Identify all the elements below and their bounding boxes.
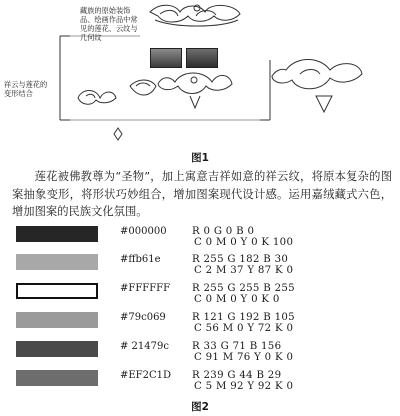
note-top: 藏族的原始装饰品、绘画作品中常见的莲花、云纹与几何纹 xyxy=(80,6,138,42)
swatch-row xyxy=(0,341,400,363)
figure-2-caption: 图2 xyxy=(191,401,209,413)
rgb-values: R 121 G 192 B 105 xyxy=(192,312,295,323)
swatch-row xyxy=(0,226,400,248)
cmyk-values: C 0 M 0 Y 0 K 0 xyxy=(194,294,280,305)
cmyk-values: C 56 M 0 Y 72 K 0 xyxy=(194,323,294,334)
hex-code: #ffb61e xyxy=(120,254,161,265)
hex-code: #EF2C1D xyxy=(120,370,172,381)
photo-ornament-1 xyxy=(150,48,182,68)
hex-code: #FFFFFF xyxy=(120,283,171,294)
color-swatch xyxy=(16,370,98,386)
hex-code: #000000 xyxy=(120,226,167,237)
cmyk-values: C 91 M 76 Y 0 K 0 xyxy=(194,352,294,363)
color-swatch xyxy=(16,341,98,357)
color-swatch xyxy=(16,283,98,299)
rgb-values: R 239 G 44 B 29 xyxy=(192,370,282,381)
right-cloud-motif-icon xyxy=(272,60,362,113)
rgb-values: R 255 G 182 B 30 xyxy=(192,254,289,265)
hex-code: #79c069 xyxy=(120,312,166,323)
color-swatch xyxy=(16,254,98,270)
figure-1-caption: 图1 xyxy=(191,152,209,164)
rgb-values: R 255 G 255 B 255 xyxy=(192,283,295,294)
diamond-icon xyxy=(114,128,122,140)
ornament-diagram xyxy=(0,0,400,158)
swatch-row xyxy=(0,254,400,276)
color-swatch xyxy=(16,312,98,328)
swatch-row xyxy=(0,283,400,305)
swatch-row xyxy=(0,312,400,334)
swatch-row xyxy=(0,370,400,392)
rgb-values: R 33 G 71 B 156 xyxy=(192,341,282,352)
left-cloud-motif-icon xyxy=(78,91,116,105)
body-paragraph: 莲花被佛教尊为“圣物”，加上寓意吉祥如意的祥云纹，将原本复杂的图案抽象变形，将形状巧妙组合，增加图案现代设计感。运用嘉绒藏式六色，增加图案的民族文化氛围。 xyxy=(12,170,392,218)
photo-ornament-2 xyxy=(186,48,218,68)
cmyk-values: C 5 M 92 Y 92 K 0 xyxy=(194,381,294,392)
top-lotus-cloud-icon xyxy=(150,5,240,26)
figure-1 xyxy=(0,0,400,158)
note-left: 祥云与莲花的变形结合 xyxy=(4,80,48,98)
center-cloud-motif-icon xyxy=(158,73,232,108)
cmyk-values: C 0 M 0 Y 0 K 100 xyxy=(194,237,294,248)
cmyk-values: C 2 M 37 Y 87 K 0 xyxy=(194,265,294,276)
lotus-petal-motif-icon xyxy=(130,80,156,95)
hex-code: # 21479c xyxy=(120,341,169,352)
color-swatch xyxy=(16,226,98,242)
rgb-values: R 0 G 0 B 0 xyxy=(192,226,255,237)
